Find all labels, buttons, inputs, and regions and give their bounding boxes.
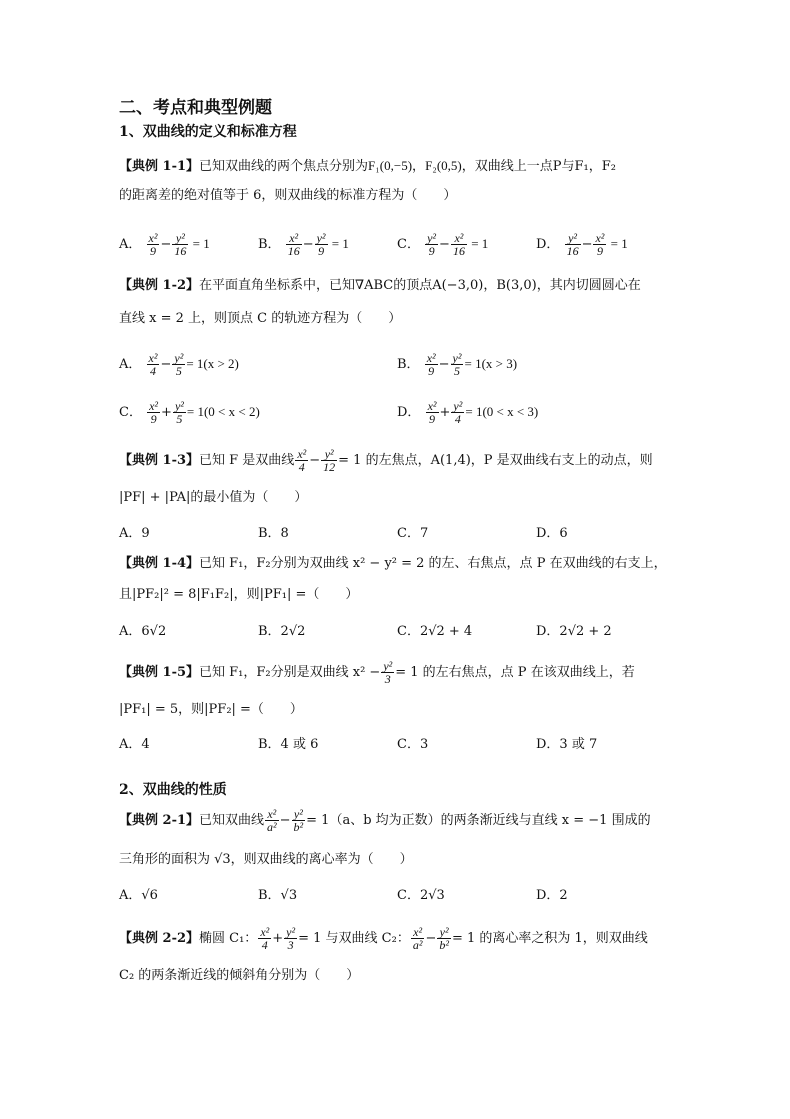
focus-f2: F₂(0,5) <box>425 158 462 173</box>
option-label: D． <box>397 405 421 420</box>
example-text: 已知双曲线的两个焦点分别为 <box>199 159 369 174</box>
example-text-b: = 1 与双曲线 C₂： <box>298 931 410 946</box>
fraction: $\frac{\text{x²}}{9}$ <box>149 399 159 426</box>
example-text-b: = 1（a、b 均为正数）的两条渐近线与直线 x = −1 围成的 <box>306 813 651 828</box>
fraction: $\frac{\text{y²}}{12}$ <box>323 447 336 474</box>
fraction: $\frac{\text{y²}}{16}$ <box>174 231 187 258</box>
option-c[interactable]: C． $\frac{\text{y²}}{9}$ − $\frac{\text{x²}}{16}$ = 1 <box>397 231 489 258</box>
example-1-4-line2: 且|PF₂|² = 8|F₁F₂|，则|PF₁| =（ ） <box>119 587 359 602</box>
focus-f1: F₁(0,−5) <box>368 158 413 173</box>
option-a[interactable]: A．√6 <box>119 888 158 903</box>
example-text-c: P与F₁，F₂ <box>552 159 616 174</box>
fraction: $\frac{\text{y²}}{4}$ <box>453 399 463 426</box>
example-text: 已知 F 是双曲线 <box>199 453 295 468</box>
fraction: $\frac{\text{y²}}{16}$ <box>566 231 579 258</box>
fraction: $\frac{\text{y²}}{3}$ <box>286 925 296 952</box>
example-text: 椭圆 C₁： <box>199 931 258 946</box>
fraction: $\frac{\text{y²}}{9}$ <box>316 231 326 258</box>
example-tag: 【典例 2-1】 <box>119 813 200 828</box>
option-label: C． <box>397 237 420 252</box>
example-1-5-line1 <box>119 660 635 685</box>
option-d[interactable]: D． $\frac{\text{x²}}{9}$ + $\frac{\text{y²}}{4}$ = 1(0 < x < 3) <box>397 399 539 426</box>
option-condition: = 1(x > 2) <box>186 356 239 371</box>
fraction: $\frac{\text{x²}}{\text{a²}}$ <box>412 925 423 952</box>
fraction: $\frac{\text{x²}}{4}$ <box>148 351 158 378</box>
example-tag: 【典例 1-2】 <box>119 278 200 293</box>
option-c[interactable]: C．3 <box>397 737 429 752</box>
option-label: B． <box>397 357 420 372</box>
example-tag: 【典例 1-3】 <box>119 453 200 468</box>
option-label: A． <box>119 237 142 252</box>
option-d[interactable]: D．6 <box>536 526 568 541</box>
example-text-b: ，双曲线上一点 <box>461 159 553 174</box>
fraction: $\frac{\text{x²}}{9}$ <box>595 231 605 258</box>
option-b[interactable]: B．8 <box>258 526 289 541</box>
option-a[interactable]: A． $\frac{\text{x²}}{9}$ − $\frac{\text{y²}}{16}$ = 1 <box>119 231 210 258</box>
example-text-c: = 1 的离心率之积为 1，则双曲线 <box>451 931 648 946</box>
option-b[interactable]: B． $\frac{\text{x²}}{16}$ − $\frac{\text{y²}}{9}$ = 1 <box>258 231 349 258</box>
option-d[interactable]: D．3 或 7 <box>536 737 598 752</box>
fraction: $\frac{\text{x²}}{\text{a²}}$ <box>267 807 277 834</box>
fraction: $\frac{\text{x²}}{9}$ <box>426 351 436 378</box>
example-1-3-line2: |PF| + |PA|的最小值为（ ） <box>119 490 308 505</box>
fraction: $\frac{\text{x²}}{9}$ <box>427 399 437 426</box>
example-text: 已知 F₁，F₂分别是双曲线 x² − <box>199 665 381 680</box>
option-a[interactable]: A． $\frac{\text{x²}}{4}$ − $\frac{\text{y²}}{5}$ = 1(x > 2) <box>119 351 239 378</box>
example-1-1-line1: 【典例 1-1】已知双曲线的两个焦点分别为F₁(0,−5)，F₂(0,5)，双曲线上一点P与F₁，F₂ <box>119 158 616 174</box>
example-text-b: = 1 的左右焦点，点 P 在该双曲线上，若 <box>395 665 635 680</box>
example-text-b: = 1 的左焦点，A(1,4)，P 是双曲线右支上的动点，则 <box>338 453 653 468</box>
subsection-title-1: 1、双曲线的定义和标准方程 <box>119 124 297 140</box>
example-tag: 【典例 2-2】 <box>119 931 200 946</box>
example-1-1-line2: 的距离差的绝对值等于 6，则双曲线的标准方程为（ ） <box>119 188 457 203</box>
example-1-4-line1 <box>119 554 667 574</box>
option-label: A． <box>119 357 142 372</box>
example-2-1-line1: 【典例 2-1】已知双曲线 $\frac{\text{x²}}{\text{a²}}$ − $\frac{\text{y²}}{\text{b²}}$ = 1（a、b 均为正数）的两条渐近线与直线 x = −1 围成的 <box>119 807 651 834</box>
example-2-2-line1: 【典例 2-2】椭圆 C₁： $\frac{\text{x²}}{4}$ + $\frac{\text{y²}}{3}$ = 1 与双曲线 C₂： $\frac{\text{x²}}{\text{a²}}$ − $\frac{\text{y²}}{\text{b²}}$ = 1 的离心率之积为 1，则双曲线 <box>119 925 648 952</box>
subsection-title-2: 2、双曲线的性质 <box>119 782 227 798</box>
option-c[interactable]: C．2√3 <box>397 888 445 903</box>
example-text: 在平面直角坐标系中，已知∇ABC的顶点A(−3,0)，B(3,0)，其内切圆圆心在 <box>199 278 641 293</box>
example-1-2-line1 <box>119 276 641 296</box>
option-c[interactable]: C． $\frac{\text{x²}}{9}$ + $\frac{\text{y²}}{5}$ = 1(0 < x < 2) <box>119 399 260 426</box>
option-b[interactable]: B．√3 <box>258 888 298 903</box>
option-d[interactable]: D．2 <box>536 888 568 903</box>
fraction: $\frac{\text{x²}}{4}$ <box>297 447 307 474</box>
option-a[interactable]: A．4 <box>119 737 150 752</box>
fraction: $\frac{\text{x²}}{16}$ <box>452 231 465 258</box>
option-a[interactable]: A．9 <box>119 526 150 541</box>
fraction: $\frac{\text{y²}}{3}$ <box>383 659 393 686</box>
fraction: $\frac{\text{x²}}{9}$ <box>148 231 158 258</box>
fraction: $\frac{\text{y²}}{\text{b²}}$ <box>439 925 449 952</box>
example-tag: 【典例 1-5】 <box>119 665 200 680</box>
fraction: $\frac{\text{x²}}{16}$ <box>287 231 300 258</box>
option-b[interactable]: B． $\frac{\text{x²}}{9}$ − $\frac{\text{y²}}{5}$ = 1(x > 3) <box>397 351 518 378</box>
option-b[interactable]: B．4 或 6 <box>258 737 319 752</box>
example-1-3-line1: 【典例 1-3】已知 F 是双曲线 $\frac{\text{x²}}{4}$ − $\frac{\text{y²}}{12}$ = 1 的左焦点，A(1,4)，P 是双曲线右支上的动点，则 <box>119 447 653 474</box>
example-text: 已知 F₁，F₂分别为双曲线 x² − y² = 2 的左、右焦点，点 P 在双曲线的右支上， <box>199 556 667 571</box>
example-2-1-line2: 三角形的面积为 √3，则双曲线的离心率为（ ） <box>119 852 413 867</box>
example-tag: 【典例 1-4】 <box>119 556 200 571</box>
option-condition: = 1(0 < x < 3) <box>465 404 539 419</box>
section-title: 二、考点和典型例题 <box>119 98 272 118</box>
option-d[interactable]: D． $\frac{\text{y²}}{16}$ − $\frac{\text{x²}}{9}$ = 1 <box>536 231 628 258</box>
example-text: 已知双曲线 <box>199 813 265 828</box>
option-label: D． <box>536 237 560 252</box>
option-label: B． <box>258 237 281 252</box>
example-1-5-line2: |PF₁| = 5，则|PF₂| =（ ） <box>119 702 303 717</box>
example-tag: 【典例 1-1】 <box>119 159 200 174</box>
option-condition: = 1(0 < x < 2) <box>186 404 260 419</box>
fraction: $\frac{\text{y²}}{5}$ <box>452 351 462 378</box>
option-c[interactable]: C．2√2 + 4 <box>397 624 473 639</box>
fraction: $\frac{\text{y²}}{\text{b²}}$ <box>293 807 304 834</box>
fraction: $\frac{\text{y²}}{5}$ <box>174 351 184 378</box>
example-2-2-line2: C₂ 的两条渐近线的倾斜角分别为（ ） <box>119 968 360 983</box>
option-condition: = 1(x > 3) <box>464 356 518 371</box>
fraction: $\frac{\text{y²}}{9}$ <box>427 231 437 258</box>
option-label: C． <box>119 405 142 420</box>
option-c[interactable]: C．7 <box>397 526 429 541</box>
option-d[interactable]: D．2√2 + 2 <box>536 624 612 639</box>
example-1-2-line2: 直线 x = 2 上，则顶点 C 的轨迹方程为（ ） <box>119 311 402 326</box>
fraction: $\frac{\text{x²}}{4}$ <box>260 925 270 952</box>
option-b[interactable]: B．2√2 <box>258 624 306 639</box>
option-a[interactable]: A．6√2 <box>119 624 167 639</box>
fraction: $\frac{\text{y²}}{5}$ <box>174 399 184 426</box>
